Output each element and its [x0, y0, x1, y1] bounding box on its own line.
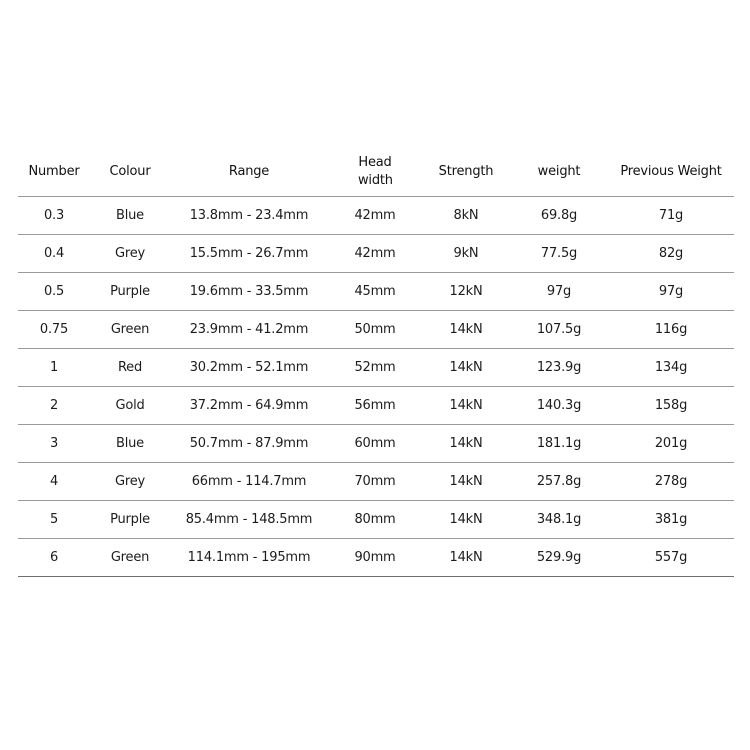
- cell-weight: 77.5g: [540, 246, 578, 261]
- cell-colour: Purple: [110, 512, 150, 527]
- table-row: [18, 273, 734, 311]
- cell-range: 114.1mm - 195mm: [187, 550, 311, 565]
- cell-number: 6: [49, 550, 59, 565]
- cell-weight: 529.9g: [536, 550, 582, 565]
- cell-previous-weight: 71g: [658, 208, 684, 223]
- cell-strength: 8kN: [453, 208, 479, 223]
- table-row: [18, 197, 734, 235]
- cell-colour: Gold: [115, 398, 145, 413]
- cell-strength: 14kN: [449, 436, 483, 451]
- cell-head-width: 45mm: [354, 284, 396, 299]
- header-head-width: Head width: [358, 155, 393, 188]
- cell-previous-weight: 158g: [654, 398, 688, 413]
- cell-strength: 14kN: [449, 360, 483, 375]
- cell-range: 37.2mm - 64.9mm: [189, 398, 309, 413]
- table-row: [18, 463, 734, 501]
- cell-head-width: 50mm: [354, 322, 396, 337]
- cell-head-width: 60mm: [354, 436, 396, 451]
- header-number: Number: [28, 164, 80, 179]
- cell-head-width: 56mm: [354, 398, 396, 413]
- header-weight: weight: [537, 164, 581, 179]
- cell-weight: 181.1g: [536, 436, 582, 451]
- table-row: [18, 349, 734, 387]
- cell-number: 0.75: [39, 322, 69, 337]
- cell-head-width: 42mm: [354, 246, 396, 261]
- cell-previous-weight: 381g: [654, 512, 688, 527]
- table-row: [18, 539, 734, 577]
- cell-number: 5: [49, 512, 59, 527]
- header-strength: Strength: [438, 164, 494, 179]
- cell-head-width: 52mm: [354, 360, 396, 375]
- cell-range: 50.7mm - 87.9mm: [189, 436, 309, 451]
- table-row: [18, 311, 734, 349]
- cell-range: 23.9mm - 41.2mm: [189, 322, 309, 337]
- cell-number: 0.4: [43, 246, 65, 261]
- cell-weight: 123.9g: [536, 360, 582, 375]
- cell-number: 3: [49, 436, 59, 451]
- spec-table: [18, 148, 734, 577]
- header-previous-weight: Previous Weight: [620, 164, 722, 179]
- cell-head-width: 90mm: [354, 550, 396, 565]
- cell-colour: Blue: [116, 436, 144, 451]
- cell-weight: 348.1g: [536, 512, 582, 527]
- table-row: [18, 387, 734, 425]
- cell-number: 1: [49, 360, 59, 375]
- cell-strength: 14kN: [449, 550, 483, 565]
- cell-weight: 69.8g: [540, 208, 578, 223]
- cell-head-width: 70mm: [354, 474, 396, 489]
- cell-colour: Blue: [116, 208, 144, 223]
- table-row: [18, 501, 734, 539]
- table-body: [18, 197, 734, 577]
- cell-range: 15.5mm - 26.7mm: [189, 246, 309, 261]
- cell-previous-weight: 116g: [654, 322, 688, 337]
- cell-previous-weight: 97g: [658, 284, 684, 299]
- cell-previous-weight: 82g: [658, 246, 684, 261]
- table-row: [18, 425, 734, 463]
- cell-strength: 14kN: [449, 322, 483, 337]
- cell-weight: 257.8g: [536, 474, 582, 489]
- table-header-row: [18, 148, 734, 197]
- cell-head-width: 42mm: [354, 208, 396, 223]
- cell-strength: 14kN: [449, 398, 483, 413]
- cell-strength: 14kN: [449, 474, 483, 489]
- cell-colour: Green: [110, 550, 150, 565]
- cell-range: 66mm - 114.7mm: [191, 474, 307, 489]
- cell-number: 0.3: [43, 208, 65, 223]
- cell-number: 4: [49, 474, 59, 489]
- cell-colour: Grey: [114, 474, 146, 489]
- cell-head-width: 80mm: [354, 512, 396, 527]
- header-colour: Colour: [109, 164, 151, 179]
- cell-strength: 12kN: [449, 284, 483, 299]
- cell-weight: 97g: [546, 284, 572, 299]
- cell-range: 30.2mm - 52.1mm: [189, 360, 309, 375]
- cell-weight: 107.5g: [536, 322, 582, 337]
- cell-colour: Purple: [110, 284, 150, 299]
- cell-weight: 140.3g: [536, 398, 582, 413]
- cell-range: 19.6mm - 33.5mm: [189, 284, 309, 299]
- cell-strength: 14kN: [449, 512, 483, 527]
- cell-previous-weight: 201g: [654, 436, 688, 451]
- cell-colour: Green: [110, 322, 150, 337]
- cell-previous-weight: 278g: [654, 474, 688, 489]
- header-range: Range: [228, 164, 270, 179]
- cell-strength: 9kN: [453, 246, 479, 261]
- cell-range: 13.8mm - 23.4mm: [189, 208, 309, 223]
- cell-previous-weight: 134g: [654, 360, 688, 375]
- cell-previous-weight: 557g: [654, 550, 688, 565]
- cell-number: 2: [49, 398, 59, 413]
- cell-number: 0.5: [43, 284, 65, 299]
- cell-colour: Grey: [114, 246, 146, 261]
- cell-range: 85.4mm - 148.5mm: [185, 512, 313, 527]
- table-row: [18, 235, 734, 273]
- cell-colour: Red: [117, 360, 143, 375]
